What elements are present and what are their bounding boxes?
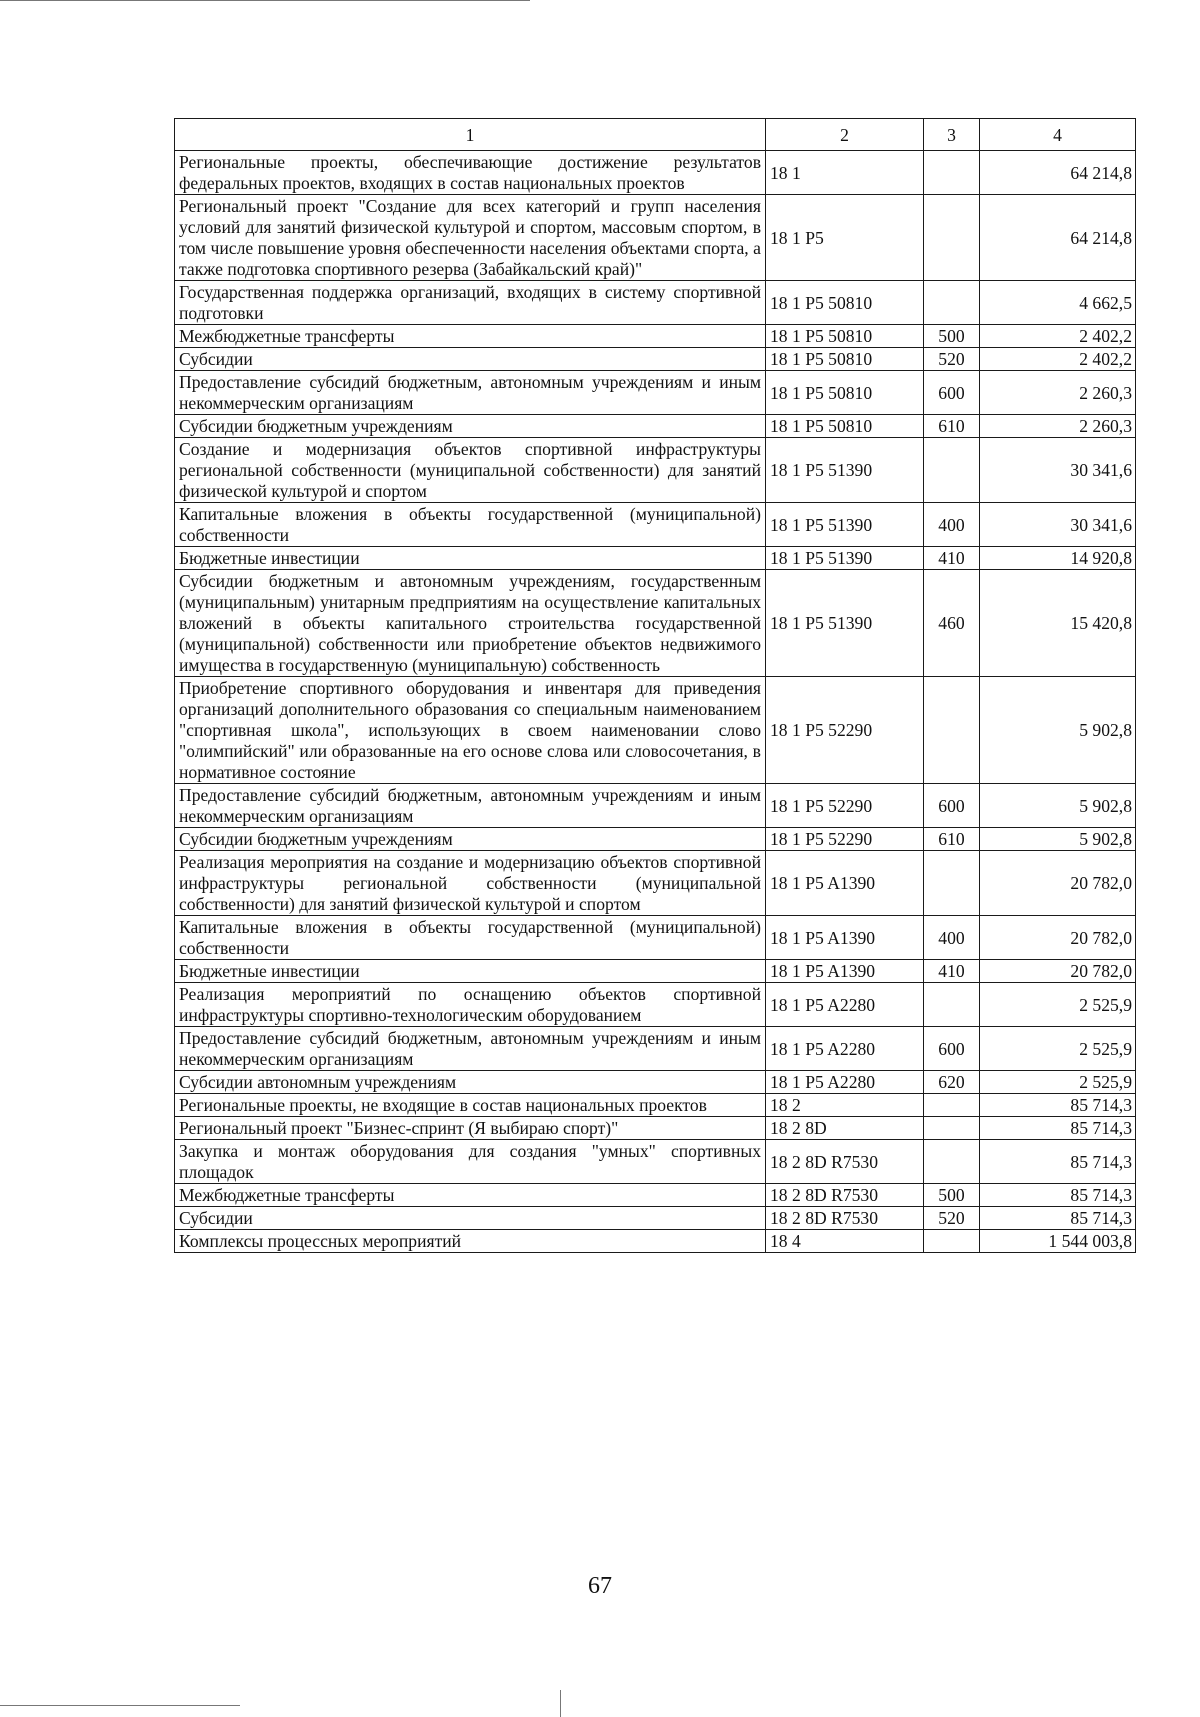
row-expense-type-cell <box>924 1094 980 1117</box>
row-code-cell: 18 1 P5 A2280 <box>766 983 924 1027</box>
table-row <box>175 1230 1136 1253</box>
row-name-cell: Субсидии автономным учреждениям <box>175 1071 766 1094</box>
row-code-cell: 18 1 P5 52290 <box>766 828 924 851</box>
row-expense-type-cell: 500 <box>924 325 980 348</box>
table-row <box>175 784 1136 828</box>
table-row <box>175 851 1136 916</box>
table-header-row <box>175 119 1136 151</box>
row-expense-type-cell <box>924 1140 980 1184</box>
row-code-cell: 18 1 P5 A1390 <box>766 960 924 983</box>
row-amount-cell: 20 782,0 <box>980 916 1136 960</box>
row-amount-cell: 5 902,8 <box>980 677 1136 784</box>
table-row <box>175 570 1136 677</box>
row-name-cell: Межбюджетные трансферты <box>175 1184 766 1207</box>
row-name-cell: Бюджетные инвестиции <box>175 960 766 983</box>
row-name-cell: Региональные проекты, не входящие в состав национальных проектов <box>175 1094 766 1117</box>
row-code-cell: 18 1 P5 50810 <box>766 415 924 438</box>
row-amount-cell: 85 714,3 <box>980 1140 1136 1184</box>
row-expense-type-cell <box>924 151 980 195</box>
row-expense-type-cell <box>924 195 980 281</box>
row-expense-type-cell: 400 <box>924 503 980 547</box>
row-expense-type-cell <box>924 1230 980 1253</box>
row-expense-type-cell <box>924 281 980 325</box>
row-code-cell: 18 1 P5 50810 <box>766 281 924 325</box>
row-amount-cell: 5 902,8 <box>980 828 1136 851</box>
page-number: 67 <box>588 1573 612 1599</box>
row-amount-cell: 2 260,3 <box>980 415 1136 438</box>
table-row <box>175 547 1136 570</box>
row-name-cell: Закупка и монтаж оборудования для создания "умных" спортивных площадок <box>175 1140 766 1184</box>
scan-artifact-line <box>0 0 530 1</box>
row-amount-cell: 1 544 003,8 <box>980 1230 1136 1253</box>
budget-table <box>174 118 1136 1253</box>
row-name-cell: Приобретение спортивного оборудования и инвентаря для приведения организаций дополнительного образования со специальным наименованием "спортивная школа", использующих в своем наименовании слово "олимпийский" или образованные на его основе слова или словосочетания, в нормативное состояние <box>175 677 766 784</box>
row-code-cell: 18 1 P5 51390 <box>766 570 924 677</box>
row-name-cell: Региональный проект "Создание для всех категорий и групп населения условий для занятий физической культурой и спортом, массовым спортом, в том числе повышение уровня обеспеченности населения объектами спорта, а также подготовка спортивного резерва (Забайкальский край)" <box>175 195 766 281</box>
row-name-cell: Комплексы процессных мероприятий <box>175 1230 766 1253</box>
row-name-cell: Межбюджетные трансферты <box>175 325 766 348</box>
table-row <box>175 983 1136 1027</box>
row-code-cell: 18 1 P5 51390 <box>766 547 924 570</box>
table-row <box>175 916 1136 960</box>
table-row <box>175 348 1136 371</box>
row-expense-type-cell: 610 <box>924 415 980 438</box>
table-row <box>175 1184 1136 1207</box>
row-amount-cell: 15 420,8 <box>980 570 1136 677</box>
table-row <box>175 960 1136 983</box>
row-amount-cell: 4 662,5 <box>980 281 1136 325</box>
row-name-cell: Капитальные вложения в объекты государственной (муниципальной) собственности <box>175 916 766 960</box>
row-code-cell: 18 2 8D R7530 <box>766 1184 924 1207</box>
row-code-cell: 18 4 <box>766 1230 924 1253</box>
row-code-cell: 18 1 P5 51390 <box>766 438 924 503</box>
row-name-cell: Субсидии бюджетным учреждениям <box>175 828 766 851</box>
row-name-cell: Предоставление субсидий бюджетным, автономным учреждениям и иным некоммерческим организациям <box>175 371 766 415</box>
row-code-cell: 18 1 P5 50810 <box>766 325 924 348</box>
scan-artifact-line <box>560 1690 561 1717</box>
row-expense-type-cell: 610 <box>924 828 980 851</box>
row-code-cell: 18 2 <box>766 1094 924 1117</box>
table-row <box>175 1094 1136 1117</box>
row-amount-cell: 64 214,8 <box>980 195 1136 281</box>
row-code-cell: 18 2 8D <box>766 1117 924 1140</box>
row-expense-type-cell: 600 <box>924 1027 980 1071</box>
row-expense-type-cell <box>924 438 980 503</box>
row-expense-type-cell: 500 <box>924 1184 980 1207</box>
row-amount-cell: 30 341,6 <box>980 503 1136 547</box>
row-expense-type-cell: 600 <box>924 784 980 828</box>
table-row <box>175 195 1136 281</box>
row-name-cell: Реализация мероприятий по оснащению объектов спортивной инфраструктуры спортивно-технологическим оборудованием <box>175 983 766 1027</box>
row-amount-cell: 2 525,9 <box>980 1071 1136 1094</box>
table-row <box>175 677 1136 784</box>
row-expense-type-cell: 460 <box>924 570 980 677</box>
row-code-cell: 18 1 P5 A2280 <box>766 1027 924 1071</box>
row-name-cell: Субсидии <box>175 1207 766 1230</box>
row-code-cell: 18 1 P5 <box>766 195 924 281</box>
row-code-cell: 18 1 P5 52290 <box>766 784 924 828</box>
row-name-cell: Капитальные вложения в объекты государственной (муниципальной) собственности <box>175 503 766 547</box>
row-code-cell: 18 2 8D R7530 <box>766 1140 924 1184</box>
row-expense-type-cell: 410 <box>924 547 980 570</box>
row-amount-cell: 14 920,8 <box>980 547 1136 570</box>
row-code-cell: 18 1 P5 50810 <box>766 371 924 415</box>
table-row <box>175 1117 1136 1140</box>
table-row <box>175 1207 1136 1230</box>
scan-artifact-line <box>0 1705 240 1706</box>
row-amount-cell: 20 782,0 <box>980 851 1136 916</box>
table-row <box>175 415 1136 438</box>
row-amount-cell: 85 714,3 <box>980 1184 1136 1207</box>
row-expense-type-cell: 620 <box>924 1071 980 1094</box>
row-amount-cell: 2 402,2 <box>980 325 1136 348</box>
row-expense-type-cell: 520 <box>924 348 980 371</box>
table-body <box>175 151 1136 1253</box>
row-amount-cell: 2 260,3 <box>980 371 1136 415</box>
row-code-cell: 18 1 P5 52290 <box>766 677 924 784</box>
row-name-cell: Региональный проект "Бизнес-спринт (Я выбираю спорт)" <box>175 1117 766 1140</box>
row-name-cell: Бюджетные инвестиции <box>175 547 766 570</box>
row-expense-type-cell: 600 <box>924 371 980 415</box>
header-col-4: 4 <box>980 119 1136 151</box>
row-name-cell: Создание и модернизация объектов спортивной инфраструктуры региональной собственности (муниципальной собственности) для занятий физической культурой и спортом <box>175 438 766 503</box>
row-amount-cell: 64 214,8 <box>980 151 1136 195</box>
row-code-cell: 18 1 P5 50810 <box>766 348 924 371</box>
table-row <box>175 281 1136 325</box>
row-expense-type-cell <box>924 983 980 1027</box>
row-code-cell: 18 1 P5 A1390 <box>766 851 924 916</box>
row-code-cell: 18 1 P5 A1390 <box>766 916 924 960</box>
row-name-cell: Субсидии бюджетным и автономным учреждениям, государственным (муниципальным) унитарным предприятиям на осуществление капитальных вложений в объекты капитального строительства государственной (муниципальной) собственности или приобретение объектов недвижимого имущества в государственную (муниципальную) собственность <box>175 570 766 677</box>
table-row <box>175 1071 1136 1094</box>
table-row <box>175 151 1136 195</box>
table-row <box>175 828 1136 851</box>
table-row <box>175 1140 1136 1184</box>
row-expense-type-cell <box>924 677 980 784</box>
row-amount-cell: 2 402,2 <box>980 348 1136 371</box>
header-col-3: 3 <box>924 119 980 151</box>
row-expense-type-cell: 520 <box>924 1207 980 1230</box>
row-name-cell: Субсидии бюджетным учреждениям <box>175 415 766 438</box>
table-row <box>175 438 1136 503</box>
row-amount-cell: 2 525,9 <box>980 983 1136 1027</box>
header-col-2: 2 <box>766 119 924 151</box>
row-name-cell: Государственная поддержка организаций, входящих в систему спортивной подготовки <box>175 281 766 325</box>
row-amount-cell: 85 714,3 <box>980 1207 1136 1230</box>
row-amount-cell: 30 341,6 <box>980 438 1136 503</box>
row-expense-type-cell: 400 <box>924 916 980 960</box>
row-expense-type-cell <box>924 1117 980 1140</box>
row-name-cell: Предоставление субсидий бюджетным, автономным учреждениям и иным некоммерческим организациям <box>175 784 766 828</box>
row-name-cell: Предоставление субсидий бюджетным, автономным учреждениям и иным некоммерческим организациям <box>175 1027 766 1071</box>
row-code-cell: 18 2 8D R7530 <box>766 1207 924 1230</box>
row-amount-cell: 20 782,0 <box>980 960 1136 983</box>
row-expense-type-cell <box>924 851 980 916</box>
row-expense-type-cell: 410 <box>924 960 980 983</box>
row-amount-cell: 5 902,8 <box>980 784 1136 828</box>
table-row <box>175 503 1136 547</box>
row-code-cell: 18 1 P5 51390 <box>766 503 924 547</box>
table-row <box>175 1027 1136 1071</box>
row-code-cell: 18 1 P5 A2280 <box>766 1071 924 1094</box>
row-amount-cell: 85 714,3 <box>980 1094 1136 1117</box>
row-name-cell: Региональные проекты, обеспечивающие достижение результатов федеральных проектов, входящих в состав национальных проектов <box>175 151 766 195</box>
table-row <box>175 325 1136 348</box>
row-amount-cell: 85 714,3 <box>980 1117 1136 1140</box>
row-amount-cell: 2 525,9 <box>980 1027 1136 1071</box>
row-code-cell: 18 1 <box>766 151 924 195</box>
header-col-1: 1 <box>175 119 766 151</box>
row-name-cell: Реализация мероприятия на создание и модернизацию объектов спортивной инфраструктуры региональной собственности (муниципальной собственности) для занятий физической культурой и спортом <box>175 851 766 916</box>
row-name-cell: Субсидии <box>175 348 766 371</box>
table-row <box>175 371 1136 415</box>
